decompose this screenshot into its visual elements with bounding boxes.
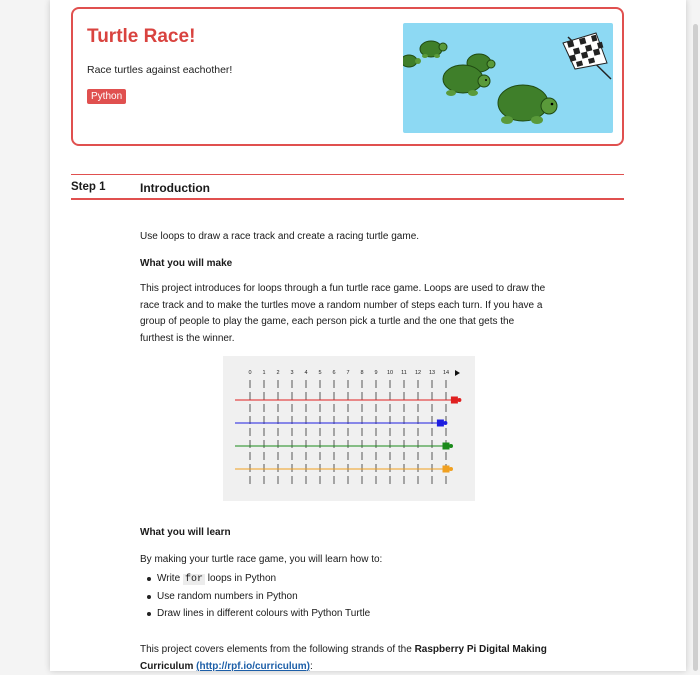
curriculum-suffix: : <box>310 660 313 672</box>
step-title: Introduction <box>140 181 210 195</box>
what-you-will-make-heading: What you will make <box>140 258 233 269</box>
tick-label: 0 <box>248 370 252 376</box>
turtle-head-icon <box>449 444 453 448</box>
tick-label: 4 <box>304 370 308 376</box>
turtle-icon <box>443 443 450 450</box>
curriculum-link[interactable]: (http://rpf.io/curriculum) <box>196 660 311 672</box>
turtle-icon <box>451 397 458 404</box>
language-tag[interactable]: Python <box>87 89 126 104</box>
intro-paragraph: Use loops to draw a race track and create a racing turtle game. <box>140 231 420 242</box>
project-title: Turtle Race! <box>87 26 196 47</box>
step-number: Step 1 <box>71 181 106 193</box>
turtles-illustration-svg <box>403 23 613 133</box>
curriculum-paragraph <box>140 642 570 675</box>
what-you-will-learn-paragraph: By making your turtle race game, you will learn how to: <box>140 554 383 565</box>
list-item: Draw lines in different colours with Python Turtle <box>145 605 370 622</box>
turtle-icon <box>403 55 421 67</box>
project-header-card <box>71 7 624 146</box>
arrow-icon <box>455 370 460 376</box>
curriculum-prefix: This project covers elements from the following strands of the <box>140 644 412 655</box>
bullet-text: loops in Python <box>207 573 277 584</box>
divider <box>71 198 624 200</box>
tick-label: 7 <box>346 370 350 376</box>
tick-label: 9 <box>374 370 378 376</box>
divider <box>71 174 624 175</box>
turtle-head-icon <box>443 421 447 425</box>
project-description: Race turtles against eachother! <box>87 64 233 76</box>
tick-label: 1 <box>262 370 266 376</box>
race-track-svg <box>223 356 475 501</box>
tick-label: 14 <box>442 370 450 376</box>
turtle-race-illustration <box>403 23 613 133</box>
turtle-head-icon <box>457 398 461 402</box>
turtle-head-icon <box>449 467 453 471</box>
turtle-icon <box>443 466 450 473</box>
race-track-image <box>223 356 475 501</box>
list-item <box>145 570 370 588</box>
scrollbar[interactable] <box>693 24 698 671</box>
tick-label: 8 <box>360 370 364 376</box>
code-for-keyword: for <box>184 574 203 585</box>
tick-label: 6 <box>332 370 336 376</box>
bullet-text: Write <box>157 573 181 584</box>
checkered-flag-icon <box>563 33 611 79</box>
learning-objectives-list <box>145 570 370 622</box>
tick-label: 2 <box>276 370 280 376</box>
tick-label: 11 <box>401 370 407 376</box>
tick-label: 10 <box>386 370 394 376</box>
what-you-will-make-paragraph: This project introduces for loops through a fun turtle race game. Loops are used to draw the race track and to make the turtles move a random number of steps each turn. If you have a group of people to play the game, each person pick a turtle and the one that gets the furthest is the winner. <box>140 283 546 344</box>
turtle-icon <box>498 85 557 124</box>
what-you-will-learn-heading: What you will learn <box>140 527 231 538</box>
turtle-icon <box>437 420 444 427</box>
list-item: Use random numbers in Python <box>145 588 370 605</box>
curriculum-name: Raspberry Pi Digital Making Curriculum <box>140 644 547 672</box>
tick-label: 13 <box>428 370 436 376</box>
tick-label: 5 <box>318 370 322 376</box>
turtle-icon <box>420 41 447 58</box>
tick-label: 3 <box>290 370 294 376</box>
step-header <box>71 174 624 200</box>
tick-label: 12 <box>414 370 422 376</box>
